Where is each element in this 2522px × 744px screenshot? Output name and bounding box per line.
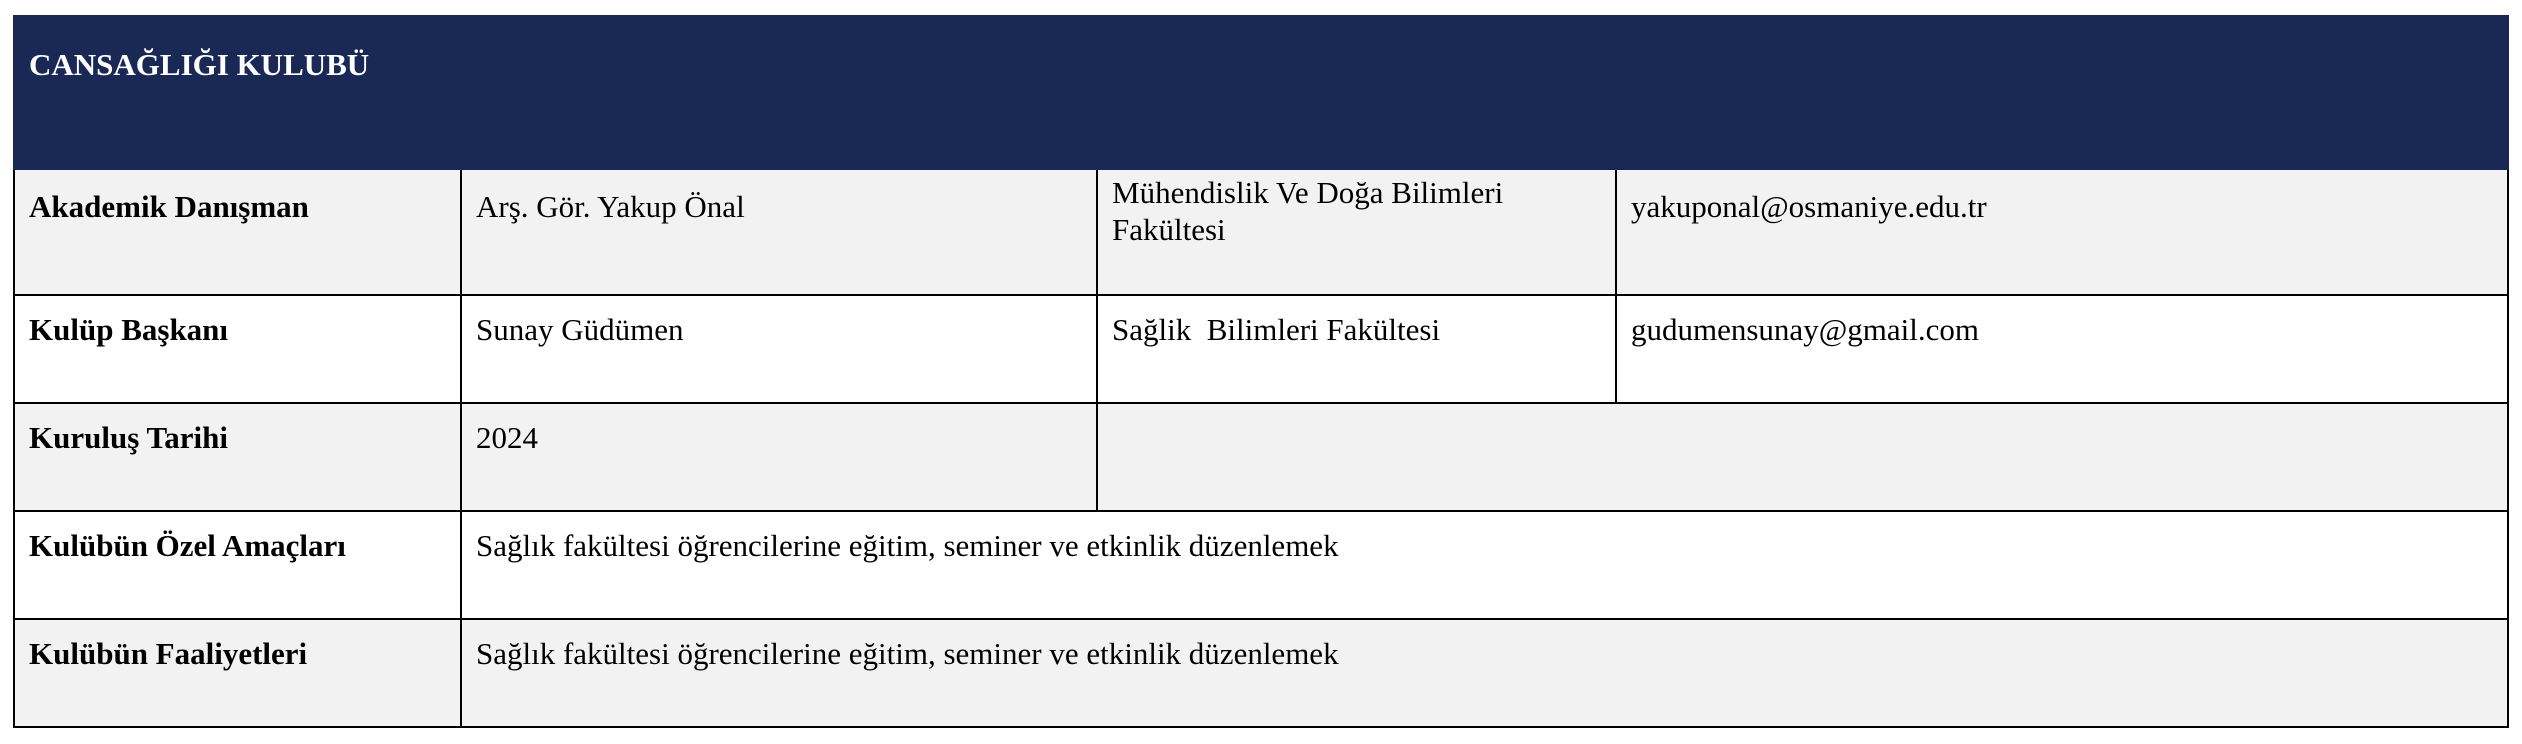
table-row-goals: [14, 511, 2508, 619]
president-faculty: Sağlik Bilimleri Fakültesi: [1097, 295, 1616, 403]
president-email: gudumensunay@gmail.com: [1616, 295, 2508, 403]
advisor-name: Arş. Gör. Yakup Önal: [461, 169, 1097, 295]
advisor-label: Akademik Danışman: [14, 169, 461, 295]
founded-value: 2024: [461, 403, 1097, 511]
table-row-advisor: [14, 169, 2508, 295]
activities-value: Sağlık fakültesi öğrencilerine eğitim, seminer ve etkinlik düzenlemek: [461, 619, 2508, 727]
advisor-email: yakuponal@osmaniye.edu.tr: [1616, 169, 2508, 295]
table-row-activities: [14, 619, 2508, 727]
goals-label: Kulübün Özel Amaçları: [14, 511, 461, 619]
header-row: [14, 16, 2508, 169]
table-row-president: [14, 295, 2508, 403]
founded-empty-cell: [1097, 403, 2508, 511]
advisor-faculty: Mühendislik Ve Doğa Bilimleri Fakültesi: [1097, 169, 1616, 295]
table-row-founded: [14, 403, 2508, 511]
club-title: CANSAĞLIĞI KULUBÜ: [14, 16, 2508, 169]
president-label: Kulüp Başkanı: [14, 295, 461, 403]
president-name: Sunay Güdümen: [461, 295, 1097, 403]
activities-label: Kulübün Faaliyetleri: [14, 619, 461, 727]
goals-value: Sağlık fakültesi öğrencilerine eğitim, seminer ve etkinlik düzenlemek: [461, 511, 2508, 619]
founded-label: Kuruluş Tarihi: [14, 403, 461, 511]
club-info-table: [13, 15, 2509, 728]
